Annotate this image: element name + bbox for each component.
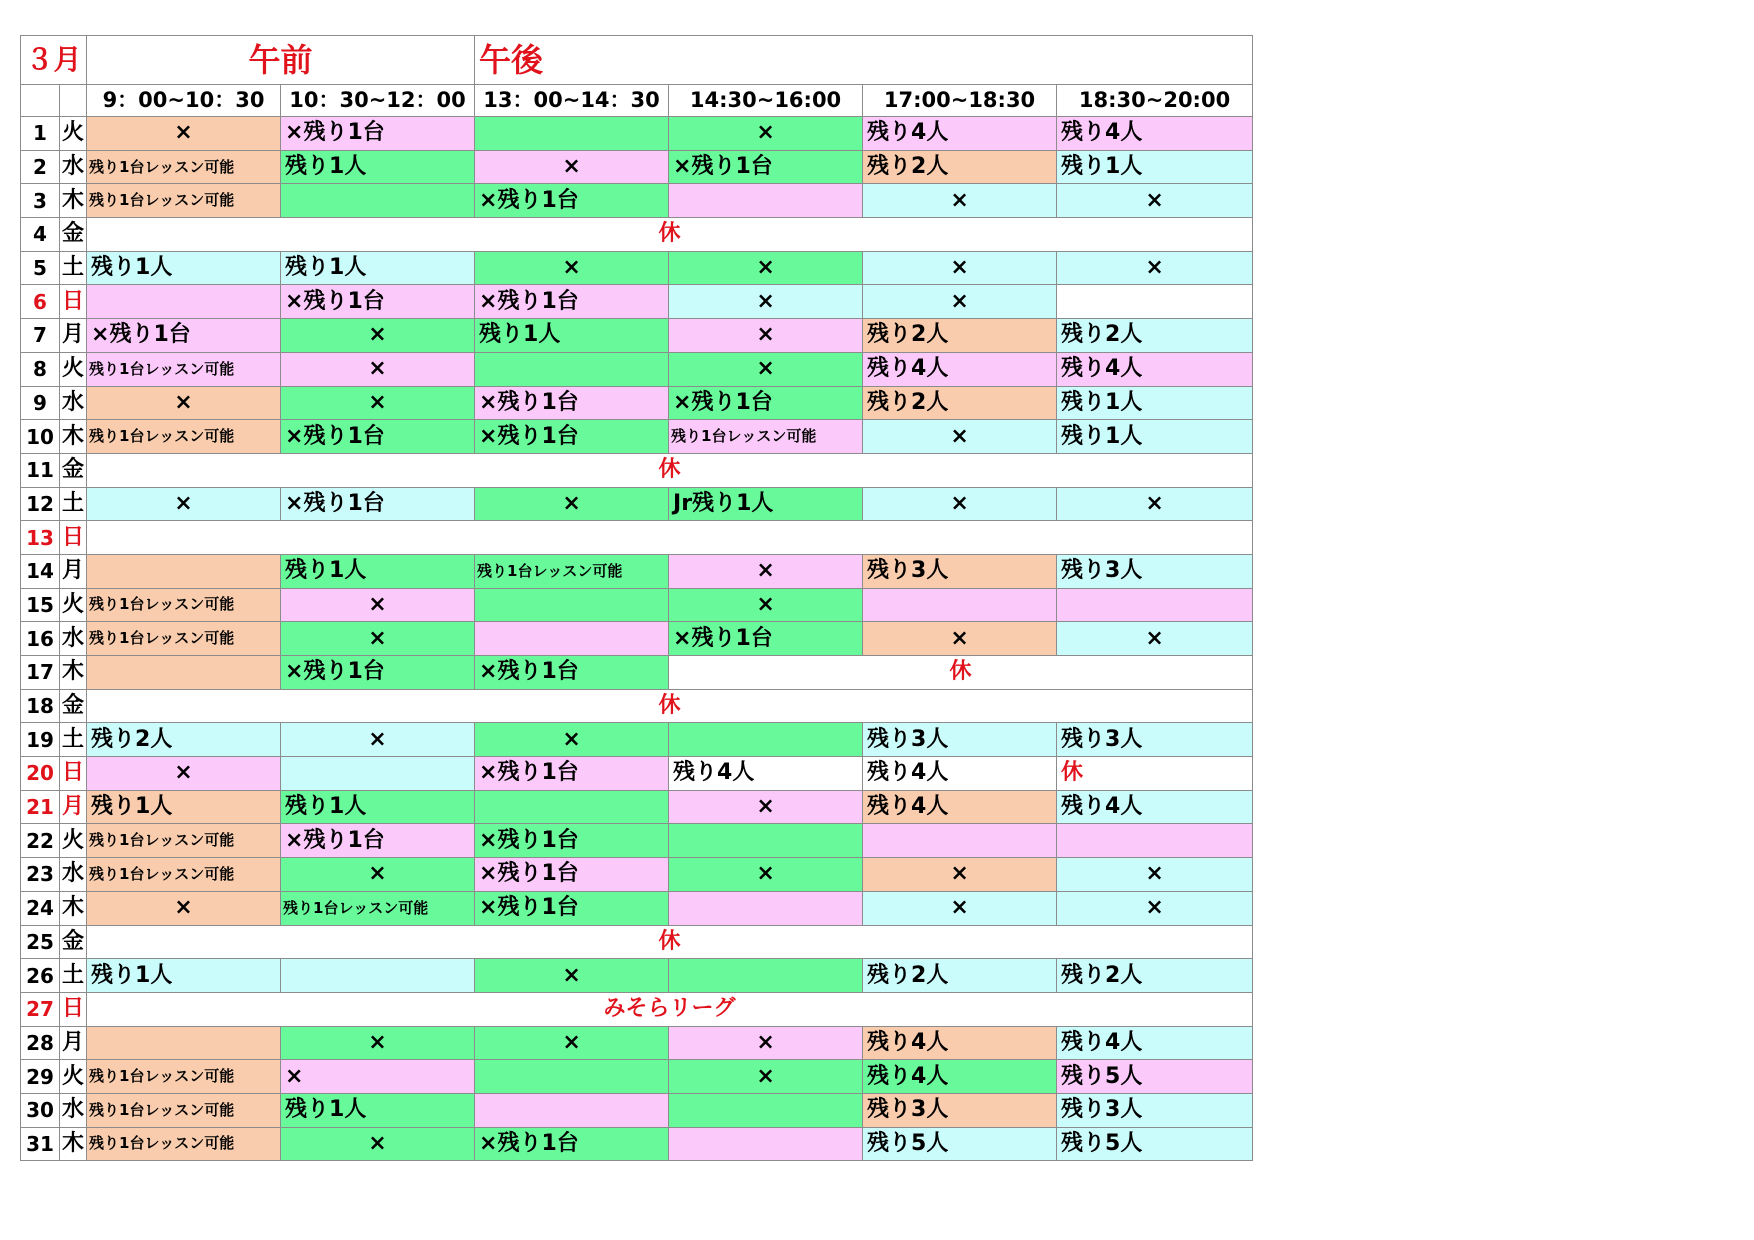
slot-cell bbox=[669, 723, 863, 757]
slot-cell: × bbox=[87, 891, 281, 925]
day-row bbox=[21, 285, 1253, 319]
header-blank bbox=[21, 85, 60, 117]
day-number: 5 bbox=[21, 251, 60, 285]
slot-cell: ×残り1台 bbox=[475, 386, 669, 420]
closed-day-note: 休 bbox=[87, 218, 1253, 252]
slot-cell bbox=[281, 184, 475, 218]
weekday-label: 月 bbox=[60, 319, 87, 353]
slot-cell: × bbox=[1057, 251, 1253, 285]
slot-cell: 残り1台レッスン可能 bbox=[87, 1127, 281, 1161]
weekday-label: 日 bbox=[60, 285, 87, 319]
slot-cell: 残り4人 bbox=[1057, 1026, 1253, 1060]
slot-header: 17:00~18:30 bbox=[863, 85, 1057, 117]
weekday-label: 土 bbox=[60, 487, 87, 521]
slot-cell: × bbox=[281, 352, 475, 386]
slot-cell: 残り1台レッスン可能 bbox=[87, 588, 281, 622]
slot-cell: 残り1人 bbox=[87, 251, 281, 285]
closed-day-note: 休 bbox=[87, 925, 1253, 959]
day-row bbox=[21, 1093, 1253, 1127]
slot-cell: Jr残り1人 bbox=[669, 487, 863, 521]
slot-cell: 残り1台レッスン可能 bbox=[87, 352, 281, 386]
slot-cell: × bbox=[863, 487, 1057, 521]
schedule-table bbox=[20, 35, 1253, 1161]
slot-cell: × bbox=[863, 184, 1057, 218]
slot-cell: × bbox=[475, 1026, 669, 1060]
weekday-label: 日 bbox=[60, 521, 87, 555]
slot-cell: × bbox=[669, 588, 863, 622]
slot-cell: 残り3人 bbox=[863, 723, 1057, 757]
slot-cell: × bbox=[87, 757, 281, 791]
weekday-label: 木 bbox=[60, 656, 87, 690]
slot-cell: × bbox=[281, 319, 475, 353]
slot-cell: ×残り1台 bbox=[281, 824, 475, 858]
slot-cell: × bbox=[475, 150, 669, 184]
slot-cell: × bbox=[281, 1060, 475, 1094]
slot-cell: 残り1台レッスン可能 bbox=[87, 858, 281, 892]
weekday-label: 火 bbox=[60, 1060, 87, 1094]
day-number: 8 bbox=[21, 352, 60, 386]
weekday-label: 火 bbox=[60, 588, 87, 622]
slot-cell: × bbox=[475, 959, 669, 993]
day-row bbox=[21, 554, 1253, 588]
slot-cell: 残り1台レッスン可能 bbox=[475, 554, 669, 588]
slot-cell: 残り1人 bbox=[1057, 150, 1253, 184]
slot-cell: × bbox=[1057, 184, 1253, 218]
day-number: 21 bbox=[21, 790, 60, 824]
day-row bbox=[21, 1026, 1253, 1060]
slot-cell bbox=[475, 352, 669, 386]
slot-cell: × bbox=[475, 723, 669, 757]
day-row bbox=[21, 656, 1253, 690]
day-number: 9 bbox=[21, 386, 60, 420]
slot-cell: 残り3人 bbox=[863, 554, 1057, 588]
day-number: 6 bbox=[21, 285, 60, 319]
day-number: 16 bbox=[21, 622, 60, 656]
slot-cell bbox=[669, 1127, 863, 1161]
weekday-label: 水 bbox=[60, 1093, 87, 1127]
day-number: 15 bbox=[21, 588, 60, 622]
weekday-label: 木 bbox=[60, 420, 87, 454]
closed-day-note: 休 bbox=[87, 453, 1253, 487]
weekday-label: 火 bbox=[60, 117, 87, 151]
day-number: 31 bbox=[21, 1127, 60, 1161]
closed-slot-note: 休 bbox=[669, 656, 1253, 690]
slot-cell: × bbox=[669, 319, 863, 353]
slot-cell: ×残り1台 bbox=[669, 150, 863, 184]
day-number: 3 bbox=[21, 184, 60, 218]
slot-cell: × bbox=[1057, 622, 1253, 656]
weekday-label: 日 bbox=[60, 992, 87, 1026]
slot-cell bbox=[669, 959, 863, 993]
slot-cell: × bbox=[281, 1026, 475, 1060]
day-number: 4 bbox=[21, 218, 60, 252]
day-number: 29 bbox=[21, 1060, 60, 1094]
day-number: 13 bbox=[21, 521, 60, 555]
slot-cell: 残り3人 bbox=[1057, 723, 1253, 757]
slot-cell: 残り4人 bbox=[863, 757, 1057, 791]
slot-cell: × bbox=[669, 790, 863, 824]
day-row bbox=[21, 959, 1253, 993]
day-row bbox=[21, 1127, 1253, 1161]
slot-cell bbox=[475, 1060, 669, 1094]
weekday-label: 水 bbox=[60, 858, 87, 892]
slot-cell bbox=[669, 1093, 863, 1127]
slot-cell: 残り1台レッスン可能 bbox=[87, 150, 281, 184]
slot-cell: × bbox=[669, 1026, 863, 1060]
slot-cell: ×残り1台 bbox=[475, 656, 669, 690]
slot-cell: × bbox=[863, 858, 1057, 892]
day-row bbox=[21, 858, 1253, 892]
day-number: 26 bbox=[21, 959, 60, 993]
slot-cell: 休 bbox=[1057, 757, 1253, 791]
weekday-label: 水 bbox=[60, 386, 87, 420]
slot-cell: 残り1人 bbox=[1057, 420, 1253, 454]
slot-cell: × bbox=[669, 285, 863, 319]
closed-day-note bbox=[87, 521, 1253, 555]
weekday-label: 金 bbox=[60, 453, 87, 487]
slot-cell: × bbox=[281, 723, 475, 757]
slot-cell: × bbox=[863, 420, 1057, 454]
weekday-label: 月 bbox=[60, 790, 87, 824]
slot-cell: × bbox=[863, 891, 1057, 925]
day-row bbox=[21, 150, 1253, 184]
slot-cell: 残り4人 bbox=[1057, 117, 1253, 151]
slot-cell: ×残り1台 bbox=[475, 420, 669, 454]
slot-cell: × bbox=[669, 554, 863, 588]
slot-cell: 残り2人 bbox=[863, 959, 1057, 993]
slot-cell: × bbox=[87, 487, 281, 521]
slot-cell bbox=[281, 959, 475, 993]
slot-cell: ×残り1台 bbox=[475, 1127, 669, 1161]
header-row-period bbox=[21, 36, 1253, 85]
weekday-label: 月 bbox=[60, 1026, 87, 1060]
slot-cell: × bbox=[87, 386, 281, 420]
day-row bbox=[21, 1060, 1253, 1094]
slot-cell bbox=[669, 891, 863, 925]
day-row bbox=[21, 487, 1253, 521]
slot-cell: 残り2人 bbox=[863, 386, 1057, 420]
slot-cell bbox=[669, 824, 863, 858]
slot-cell: ×残り1台 bbox=[475, 184, 669, 218]
slot-cell: 残り1台レッスン可能 bbox=[87, 622, 281, 656]
slot-cell: ×残り1台 bbox=[281, 656, 475, 690]
slot-cell: 残り1台レッスン可能 bbox=[87, 420, 281, 454]
slot-cell: 残り1人 bbox=[281, 790, 475, 824]
slot-cell: × bbox=[1057, 858, 1253, 892]
slot-cell: 残り5人 bbox=[863, 1127, 1057, 1161]
slot-header: 13：00~14：30 bbox=[475, 85, 669, 117]
day-row bbox=[21, 757, 1253, 791]
slot-cell: ×残り1台 bbox=[281, 285, 475, 319]
slot-cell: 残り2人 bbox=[1057, 319, 1253, 353]
day-number: 7 bbox=[21, 319, 60, 353]
weekday-label: 火 bbox=[60, 352, 87, 386]
day-row bbox=[21, 319, 1253, 353]
day-row bbox=[21, 117, 1253, 151]
slot-cell: × bbox=[669, 858, 863, 892]
slot-cell: × bbox=[669, 352, 863, 386]
weekday-label: 金 bbox=[60, 925, 87, 959]
slot-cell bbox=[475, 588, 669, 622]
weekday-label: 土 bbox=[60, 959, 87, 993]
slot-cell: ×残り1台 bbox=[281, 117, 475, 151]
slot-cell: × bbox=[1057, 891, 1253, 925]
day-number: 17 bbox=[21, 656, 60, 690]
day-number: 25 bbox=[21, 925, 60, 959]
weekday-label: 水 bbox=[60, 150, 87, 184]
slot-cell: 残り4人 bbox=[1057, 352, 1253, 386]
day-row bbox=[21, 824, 1253, 858]
slot-cell bbox=[87, 554, 281, 588]
slot-cell: 残り1台レッスン可能 bbox=[281, 891, 475, 925]
slot-cell: ×残り1台 bbox=[87, 319, 281, 353]
slot-cell bbox=[475, 1093, 669, 1127]
slot-cell: 残り1人 bbox=[87, 790, 281, 824]
slot-cell: 残り3人 bbox=[1057, 1093, 1253, 1127]
day-row bbox=[21, 218, 1253, 252]
am-label: 午前 bbox=[87, 36, 475, 85]
slot-cell bbox=[87, 285, 281, 319]
slot-cell: ×残り1台 bbox=[281, 420, 475, 454]
slot-cell: 残り4人 bbox=[863, 117, 1057, 151]
slot-header: 14:30~16:00 bbox=[669, 85, 863, 117]
day-number: 1 bbox=[21, 117, 60, 151]
slot-cell: 残り1台レッスン可能 bbox=[87, 1060, 281, 1094]
slot-cell: 残り2人 bbox=[87, 723, 281, 757]
slot-cell bbox=[1057, 824, 1253, 858]
closed-day-note: みそらリーグ bbox=[87, 992, 1253, 1026]
day-number: 11 bbox=[21, 453, 60, 487]
day-number: 20 bbox=[21, 757, 60, 791]
slot-cell: 残り1台レッスン可能 bbox=[87, 1093, 281, 1127]
day-row bbox=[21, 521, 1253, 555]
weekday-label: 金 bbox=[60, 218, 87, 252]
slot-cell: 残り1人 bbox=[281, 554, 475, 588]
weekday-label: 日 bbox=[60, 757, 87, 791]
slot-cell: 残り2人 bbox=[1057, 959, 1253, 993]
day-row bbox=[21, 184, 1253, 218]
weekday-label: 火 bbox=[60, 824, 87, 858]
weekday-label: 木 bbox=[60, 891, 87, 925]
day-row bbox=[21, 453, 1253, 487]
slot-cell: 残り1人 bbox=[281, 251, 475, 285]
weekday-label: 木 bbox=[60, 184, 87, 218]
header-row-slots bbox=[21, 85, 1253, 117]
slot-cell: 残り4人 bbox=[863, 352, 1057, 386]
slot-cell: 残り4人 bbox=[863, 1026, 1057, 1060]
day-number: 23 bbox=[21, 858, 60, 892]
slot-cell bbox=[1057, 588, 1253, 622]
slot-cell: 残り2人 bbox=[863, 150, 1057, 184]
slot-cell: 残り5人 bbox=[1057, 1127, 1253, 1161]
weekday-label: 木 bbox=[60, 1127, 87, 1161]
slot-cell: 残り1人 bbox=[1057, 386, 1253, 420]
slot-cell: × bbox=[281, 858, 475, 892]
slot-cell: 残り3人 bbox=[863, 1093, 1057, 1127]
slot-cell: 残り1人 bbox=[475, 319, 669, 353]
day-row bbox=[21, 925, 1253, 959]
slot-cell: × bbox=[669, 117, 863, 151]
day-number: 28 bbox=[21, 1026, 60, 1060]
slot-cell: ×残り1台 bbox=[475, 757, 669, 791]
slot-cell bbox=[863, 588, 1057, 622]
pm-label: 午後 bbox=[475, 36, 1253, 85]
day-row bbox=[21, 891, 1253, 925]
slot-cell: × bbox=[669, 1060, 863, 1094]
schedule-body bbox=[21, 36, 1253, 1161]
slot-header: 18:30~20:00 bbox=[1057, 85, 1253, 117]
day-number: 14 bbox=[21, 554, 60, 588]
slot-header: 9：00~10：30 bbox=[87, 85, 281, 117]
day-row bbox=[21, 386, 1253, 420]
slot-cell: 残り5人 bbox=[1057, 1060, 1253, 1094]
slot-cell: 残り1人 bbox=[87, 959, 281, 993]
slot-cell bbox=[475, 117, 669, 151]
slot-cell bbox=[87, 656, 281, 690]
day-number: 30 bbox=[21, 1093, 60, 1127]
slot-cell: 残り4人 bbox=[669, 757, 863, 791]
slot-cell: × bbox=[669, 251, 863, 285]
day-row bbox=[21, 723, 1253, 757]
day-row bbox=[21, 689, 1253, 723]
slot-cell bbox=[475, 790, 669, 824]
slot-cell: 残り1台レッスン可能 bbox=[87, 184, 281, 218]
day-number: 18 bbox=[21, 689, 60, 723]
slot-cell: 残り3人 bbox=[1057, 554, 1253, 588]
weekday-label: 土 bbox=[60, 723, 87, 757]
slot-cell: 残り1台レッスン可能 bbox=[87, 824, 281, 858]
slot-cell: × bbox=[863, 251, 1057, 285]
closed-day-note: 休 bbox=[87, 689, 1253, 723]
day-row bbox=[21, 352, 1253, 386]
weekday-label: 月 bbox=[60, 554, 87, 588]
slot-cell: × bbox=[475, 487, 669, 521]
day-number: 24 bbox=[21, 891, 60, 925]
slot-cell: × bbox=[281, 622, 475, 656]
day-row bbox=[21, 622, 1253, 656]
slot-header: 10：30~12：00 bbox=[281, 85, 475, 117]
slot-cell bbox=[475, 622, 669, 656]
slot-cell: 残り4人 bbox=[1057, 790, 1253, 824]
slot-cell: 残り4人 bbox=[863, 790, 1057, 824]
slot-cell: ×残り1台 bbox=[669, 386, 863, 420]
day-number: 10 bbox=[21, 420, 60, 454]
slot-cell: ×残り1台 bbox=[475, 858, 669, 892]
slot-cell: × bbox=[863, 285, 1057, 319]
slot-cell: × bbox=[863, 622, 1057, 656]
slot-cell bbox=[863, 824, 1057, 858]
slot-cell: × bbox=[1057, 487, 1253, 521]
slot-cell: 残り4人 bbox=[863, 1060, 1057, 1094]
slot-cell: ×残り1台 bbox=[281, 487, 475, 521]
day-number: 12 bbox=[21, 487, 60, 521]
day-number: 22 bbox=[21, 824, 60, 858]
day-row bbox=[21, 992, 1253, 1026]
slot-cell bbox=[281, 757, 475, 791]
slot-cell: × bbox=[281, 386, 475, 420]
day-row bbox=[21, 420, 1253, 454]
slot-cell: ×残り1台 bbox=[669, 622, 863, 656]
slot-cell: 残り1人 bbox=[281, 150, 475, 184]
slot-cell: 残り1台レッスン可能 bbox=[669, 420, 863, 454]
slot-cell: ×残り1台 bbox=[475, 285, 669, 319]
slot-cell: × bbox=[87, 117, 281, 151]
weekday-label: 金 bbox=[60, 689, 87, 723]
weekday-label: 土 bbox=[60, 251, 87, 285]
slot-cell: ×残り1台 bbox=[475, 824, 669, 858]
slot-cell bbox=[1057, 285, 1253, 319]
day-row bbox=[21, 790, 1253, 824]
day-number: 2 bbox=[21, 150, 60, 184]
slot-cell bbox=[669, 184, 863, 218]
slot-cell: 残り2人 bbox=[863, 319, 1057, 353]
day-row bbox=[21, 251, 1253, 285]
slot-cell bbox=[87, 1026, 281, 1060]
weekday-label: 水 bbox=[60, 622, 87, 656]
day-number: 27 bbox=[21, 992, 60, 1026]
slot-cell: × bbox=[475, 251, 669, 285]
slot-cell: × bbox=[281, 1127, 475, 1161]
day-number: 19 bbox=[21, 723, 60, 757]
month-label: ３月 bbox=[21, 36, 87, 85]
day-row bbox=[21, 588, 1253, 622]
slot-cell: × bbox=[281, 588, 475, 622]
slot-cell: ×残り1台 bbox=[475, 891, 669, 925]
slot-cell: 残り1人 bbox=[281, 1093, 475, 1127]
header-blank bbox=[60, 85, 87, 117]
